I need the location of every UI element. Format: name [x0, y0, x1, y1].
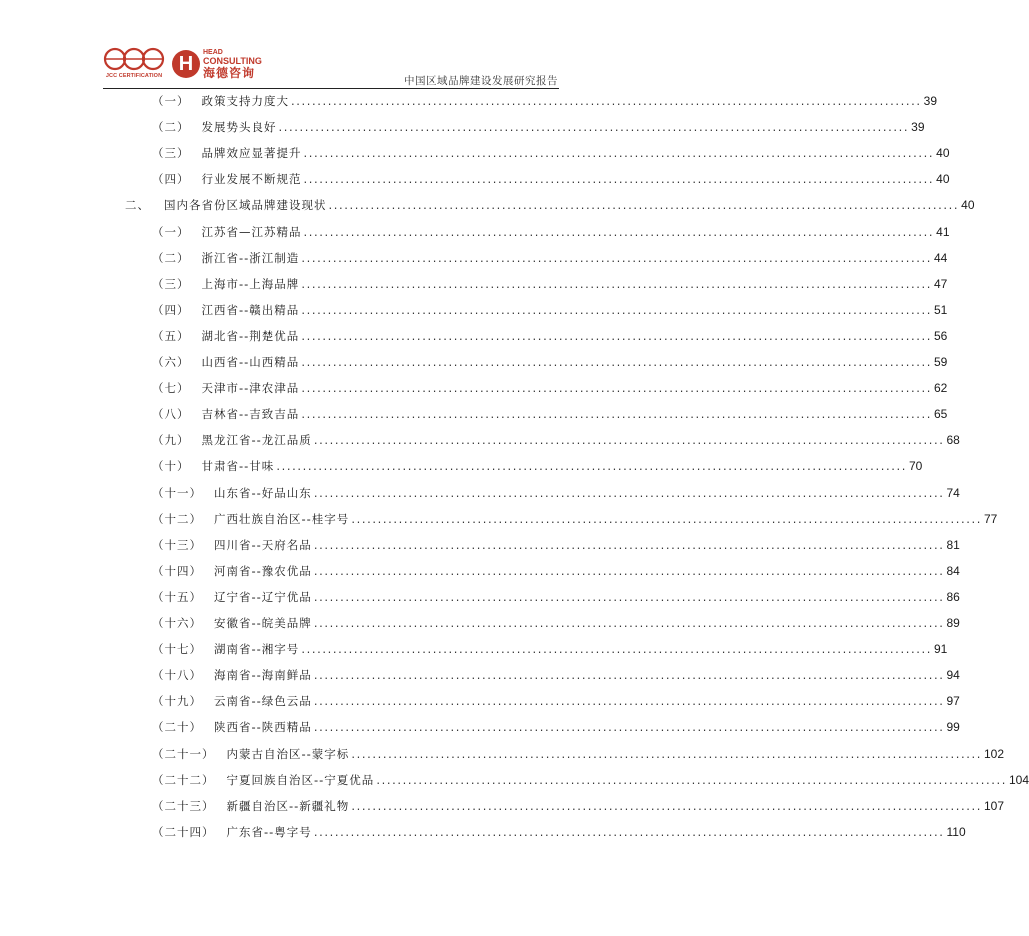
- toc-entry-page: 94: [946, 668, 960, 683]
- toc-entry-leader: ........................................................................................................................: [301, 642, 932, 657]
- toc-entry-leader: ........................................................................................................................: [303, 172, 935, 187]
- toc-entry-leader: ........................................................................................................................: [313, 694, 945, 709]
- toc-entry-title: 辽宁省--辽宁优品: [214, 589, 312, 604]
- toc-entry[interactable]: [152, 745, 1005, 763]
- toc-entry-leader: ........................................................................................................................: [376, 772, 1007, 787]
- toc-entry[interactable]: [152, 275, 948, 293]
- toc-entry-title: 山西省--山西精品: [201, 355, 300, 369]
- toc-entry-number: （七）: [152, 381, 190, 396]
- toc-entry[interactable]: [152, 484, 960, 502]
- toc-entry-number: （二）: [152, 120, 190, 135]
- head-logo-cn: 海德咨询: [203, 66, 256, 80]
- toc-entry[interactable]: [152, 457, 923, 475]
- head-logo-line1: HEAD: [203, 49, 223, 56]
- toc-entry[interactable]: [152, 562, 960, 580]
- toc-entry[interactable]: [152, 666, 960, 684]
- toc-entry-page: 51: [933, 302, 948, 317]
- toc-entry-title: 浙江省--浙江制造: [201, 250, 300, 265]
- toc-entry-leader: ........................................................................................................................: [303, 224, 935, 239]
- toc-entry[interactable]: [152, 353, 948, 371]
- toc-entry-leader: ........................................................................................................................: [278, 120, 910, 135]
- toc-entry-page: 44: [933, 250, 948, 265]
- toc-entry-page: 56: [933, 328, 948, 343]
- toc-entry-page: 86: [946, 589, 960, 604]
- toc-entry-page: 84: [946, 563, 960, 578]
- toc-entry-title: 江西省--赣出精品: [201, 302, 300, 317]
- toc-entry-number: （十二）: [152, 511, 202, 526]
- toc-entry-leader: ........................................................................................................................: [313, 537, 945, 552]
- toc-entry[interactable]: [152, 797, 1005, 815]
- toc-entry-title: 国内各省份区域品牌建设现状: [164, 198, 327, 213]
- head-consulting-logo: [172, 48, 272, 82]
- toc-entry-number: （二）: [152, 250, 190, 265]
- toc-entry-number: 二、: [125, 198, 150, 213]
- toc-entry[interactable]: [152, 588, 960, 606]
- head-logo-line2: CONSULTING: [203, 56, 262, 66]
- toc-entry-title: 山东省--好品山东: [214, 485, 312, 500]
- head-consulting-mark-icon: H: [172, 50, 200, 78]
- toc-entry-number: （十三）: [152, 537, 202, 552]
- toc-entry-leader: ........................................................................................................................: [301, 302, 932, 317]
- toc-entry-title: 品牌效应显著提升: [201, 146, 302, 161]
- toc-entry-page: 89: [946, 616, 960, 630]
- toc-entry-page: 81: [946, 537, 960, 552]
- toc-entry-title: 发展势头良好: [201, 120, 277, 135]
- toc-entry-number: （十七）: [152, 642, 202, 657]
- toc-entry-leader: ........................................................................................................................: [351, 746, 982, 761]
- toc-entry-number: （九）: [152, 433, 190, 448]
- toc-entry[interactable]: [152, 771, 1029, 789]
- toc-entry-page: 68: [946, 433, 960, 448]
- toc-entry-number: （十五）: [152, 589, 202, 604]
- toc-entry-number: （十九）: [152, 694, 202, 709]
- toc-entry-page: 59: [933, 355, 948, 369]
- toc-entry-leader: ........................................................................................................................: [313, 668, 945, 683]
- toc-entry-number: （二十二）: [152, 772, 215, 787]
- jcc-certification-logo: [103, 47, 165, 83]
- toc-entry-title: 天津市--津农津品: [201, 381, 300, 396]
- toc-entry-title: 内蒙古自治区--蒙字标: [226, 746, 350, 761]
- toc-entry[interactable]: [152, 536, 960, 554]
- toc-entry-number: （三）: [152, 146, 190, 161]
- toc-entry[interactable]: [152, 614, 960, 632]
- toc-entry[interactable]: [152, 692, 960, 710]
- toc-entry-leader: ........................................................................................................................: [313, 824, 945, 839]
- toc-entry[interactable]: [152, 431, 960, 449]
- toc-entry[interactable]: [152, 405, 948, 423]
- toc-entry-title: 新疆自治区--新疆礼物: [226, 798, 350, 813]
- toc-entry-title: 甘肃省--甘味: [201, 459, 275, 474]
- toc-entry-title: 江苏省—江苏精品: [201, 224, 302, 239]
- toc-entry-number: （一）: [152, 224, 190, 239]
- toc-entry-page: 40: [961, 198, 975, 213]
- toc-entry[interactable]: [152, 144, 950, 162]
- toc-entry-leader: ........................................................................................................................: [313, 485, 945, 500]
- toc-entry-leader: ........................................................................................................................: [301, 407, 932, 422]
- toc-entry-number: （十八）: [152, 668, 202, 683]
- toc-entry-leader: ........................................................................................................................: [351, 798, 982, 813]
- toc-entry-leader: ........................................................................................................................: [301, 250, 932, 265]
- toc-entry-leader: ........................................................................................................................: [351, 511, 982, 526]
- toc-entry[interactable]: [152, 640, 948, 658]
- toc-entry-leader: ........................................................................................................................: [313, 589, 945, 604]
- toc-entry-leader: ........................................................................................................................: [313, 563, 945, 578]
- header-divider: [103, 88, 559, 89]
- toc-entry-title: 海南省--海南鲜品: [214, 668, 312, 683]
- toc-entry-page: 39: [911, 120, 925, 135]
- toc-entry-title: 湖南省--湘字号: [214, 642, 300, 657]
- toc-entry-leader: ........................................................................................................................: [303, 146, 935, 161]
- toc-entry-page: 91: [933, 642, 948, 657]
- toc-entry-page: 74: [946, 485, 960, 500]
- toc-entry-page: 77: [983, 511, 998, 526]
- toc-entry[interactable]: [152, 223, 950, 241]
- toc-entry-number: （八）: [152, 407, 190, 422]
- toc-entry-leader: ........................................................................................................................: [301, 276, 932, 291]
- toc-entry-page: 104: [1008, 772, 1029, 787]
- toc-entry-title: 上海市--上海品牌: [201, 276, 300, 291]
- toc-entry-title: 湖北省--荆楚优品: [201, 328, 300, 343]
- toc-entry-title: 广西壮族自治区--桂字号: [214, 511, 350, 526]
- toc-entry-title: 黑龙江省--龙江品质: [201, 433, 312, 448]
- toc-entry-number: （十四）: [152, 563, 202, 578]
- toc-entry[interactable]: [152, 249, 948, 267]
- toc-entry[interactable]: [125, 196, 975, 214]
- document-title: 中国区域品牌建设发展研究报告: [404, 75, 558, 87]
- toc-entry[interactable]: [152, 92, 938, 110]
- toc-entry-page: 107: [983, 798, 1005, 813]
- toc-entry-page: 47: [933, 276, 948, 291]
- toc-entry-leader: ........................................................................................................................: [313, 616, 945, 630]
- toc-entry-leader: ........................................................................................................................: [301, 328, 932, 343]
- toc-entry-leader: ........................................................................................................................: [301, 381, 932, 396]
- toc-entry-page: 110: [946, 824, 966, 839]
- toc-entry[interactable]: [152, 170, 950, 188]
- toc-entry-title: 陕西省--陕西精品: [214, 720, 312, 735]
- toc-entry-number: （一）: [152, 94, 190, 108]
- toc-entry-page: 41: [936, 224, 950, 239]
- toc-entry[interactable]: [152, 718, 960, 736]
- toc-entry-page: 70: [908, 459, 923, 474]
- toc-entry-title: 政策支持力度大: [201, 94, 289, 108]
- toc-entry-page: 40: [936, 172, 950, 187]
- toc-entry-number: （四）: [152, 172, 190, 187]
- toc-entry-number: （十一）: [152, 485, 202, 500]
- toc-entry-page: 62: [933, 381, 948, 396]
- toc-entry-leader: ........................................................................................................................: [291, 94, 922, 108]
- toc-entry-number: （五）: [152, 328, 190, 343]
- toc-entry[interactable]: [152, 510, 998, 528]
- page-header: [0, 0, 662, 90]
- jcc-rings-icon: [103, 47, 165, 73]
- toc-entry-number: （二十）: [152, 720, 202, 735]
- toc-entry-page: 99: [946, 720, 960, 735]
- toc-entry-page: 102: [983, 746, 1005, 761]
- toc-entry-leader: ........................................................................................................................: [301, 355, 932, 369]
- toc-entry-title: 行业发展不断规范: [201, 172, 302, 187]
- toc-entry-page: 97: [946, 694, 960, 709]
- toc-entry-leader: ........................................................................................................................: [328, 198, 960, 213]
- toc-entry-number: （三）: [152, 276, 190, 291]
- toc-entry-title: 四川省--天府名品: [214, 537, 312, 552]
- toc-entry-number: （四）: [152, 302, 190, 317]
- toc-entry-page: 40: [936, 146, 950, 161]
- toc-entry-number: （十六）: [152, 616, 202, 630]
- toc-entry-title: 安徽省--皖美品牌: [214, 616, 312, 630]
- toc-entry-number: （六）: [152, 355, 190, 369]
- toc-entry[interactable]: [152, 327, 948, 345]
- toc-entry-title: 云南省--绿色云品: [214, 694, 312, 709]
- toc-entry-page: 65: [933, 407, 948, 422]
- toc-entry-number: （二十三）: [152, 798, 215, 813]
- toc-entry-title: 河南省--豫农优品: [214, 563, 312, 578]
- toc-entry-number: （二十四）: [152, 824, 215, 839]
- toc-entry[interactable]: [152, 301, 948, 319]
- toc-entry-number: （二十一）: [152, 746, 215, 761]
- jcc-logo-text: JCC CERTIFICATION: [105, 73, 163, 79]
- toc-entry-leader: ........................................................................................................................: [313, 433, 945, 448]
- toc-entry[interactable]: [152, 823, 966, 841]
- toc-entry[interactable]: [152, 379, 948, 397]
- toc-entry-title: 吉林省--吉致吉品: [201, 407, 300, 422]
- toc-entry-page: 39: [923, 94, 938, 108]
- toc-entry-leader: ........................................................................................................................: [276, 459, 907, 474]
- toc-entry-leader: ........................................................................................................................: [313, 720, 945, 735]
- toc-entry-title: 宁夏回族自治区--宁夏优品: [226, 772, 375, 787]
- toc-entry[interactable]: [152, 118, 925, 136]
- toc-entry-title: 广东省--粤字号: [226, 824, 312, 839]
- toc-entry-number: （十）: [152, 459, 190, 474]
